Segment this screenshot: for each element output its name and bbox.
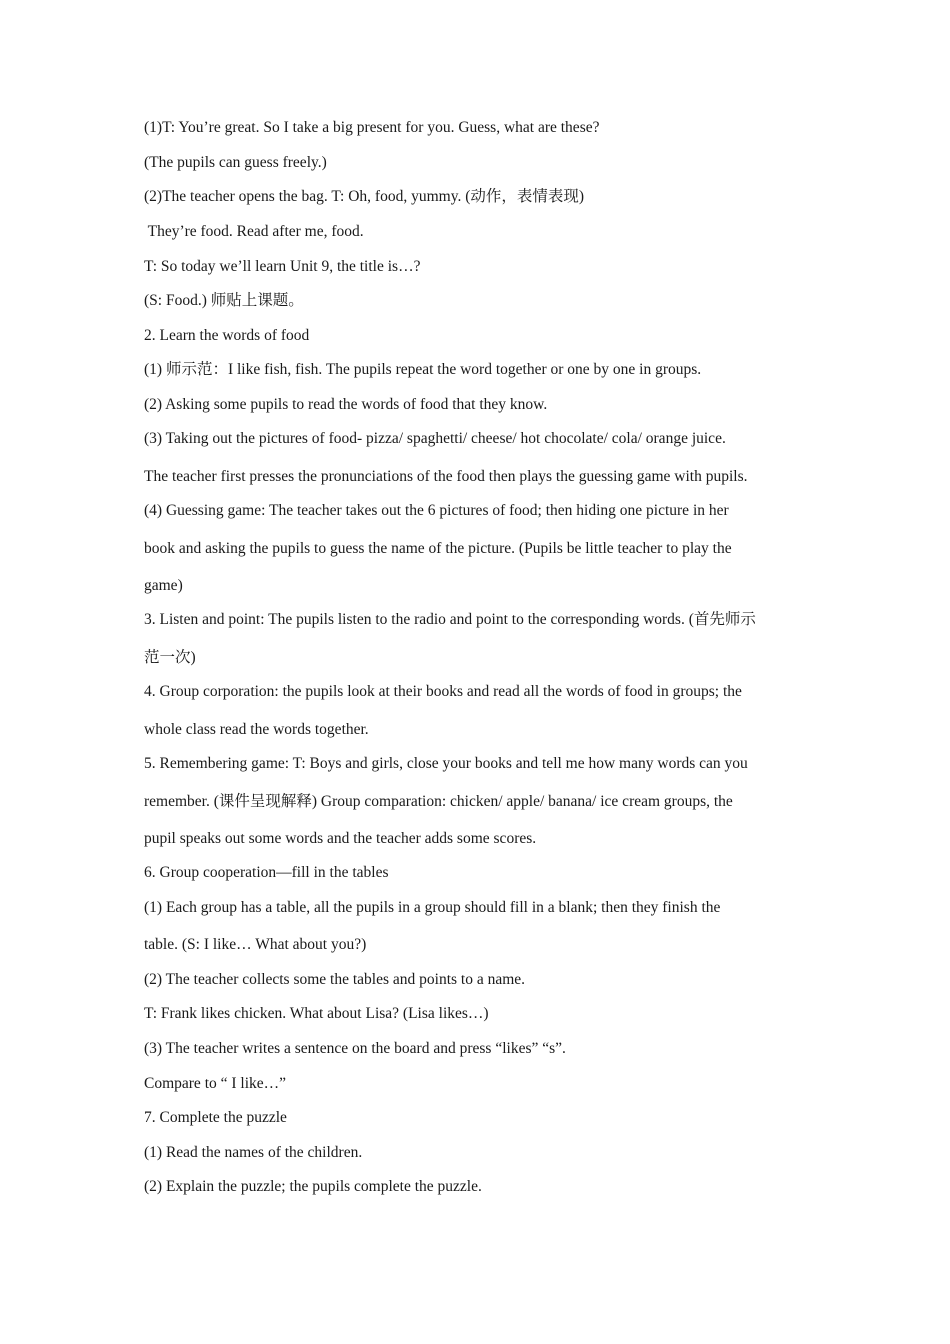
text-line: They’re food. Read after me, food. xyxy=(144,223,364,240)
section-heading: 7. Complete the puzzle xyxy=(144,1109,287,1126)
text-line: (2)The teacher opens the bag. T: Oh, food, yummy. (动作，表情表现) xyxy=(144,188,585,205)
section-heading: 6. Group cooperation—fill in the tables xyxy=(144,864,389,881)
section-heading: 3. Listen and point: The pupils listen to the radio and point to the corresponding words. (首先师示 xyxy=(144,611,756,628)
text-line: pupil speaks out some words and the teacher adds some scores. xyxy=(144,830,537,847)
text-line: Compare to “ I like…” xyxy=(144,1075,287,1092)
text-line: 范一次) xyxy=(144,649,196,666)
text-line: T: Frank likes chicken. What about Lisa? (Lisa likes…) xyxy=(144,1005,489,1022)
text-line: (3) The teacher writes a sentence on the board and press “likes” “s”. xyxy=(144,1040,566,1057)
text-line: game) xyxy=(144,577,183,594)
text-line: T: So today we’ll learn Unit 9, the title is…? xyxy=(144,258,421,275)
text-line: (1)T: You’re great. So I take a big present for you. Guess, what are these? xyxy=(144,119,600,136)
text-line: (The pupils can guess freely.) xyxy=(144,154,327,171)
text-line: (1) 师示范：I like fish, fish. The pupils repeat the word together or one by one in groups. xyxy=(144,361,702,378)
text-line: (1) Each group has a table, all the pupils in a group should fill in a blank; then they finish the xyxy=(144,899,721,916)
text-line: remember. (课件呈现解释) Group comparation: chicken/ apple/ banana/ ice cream groups, the xyxy=(144,793,733,810)
text-line: whole class read the words together. xyxy=(144,721,369,738)
text-line: (1) Read the names of the children. xyxy=(144,1144,363,1161)
text-line: book and asking the pupils to guess the name of the picture. (Pupils be little teacher to play the xyxy=(144,540,732,557)
text-line: (3) Taking out the pictures of food- pizza/ spaghetti/ cheese/ hot chocolate/ cola/ orange juice. xyxy=(144,430,726,447)
text-line: (2) Explain the puzzle; the pupils complete the puzzle. xyxy=(144,1178,482,1195)
text-line: (2) The teacher collects some the tables and points to a name. xyxy=(144,971,526,988)
text-line: (2) Asking some pupils to read the words of food that they know. xyxy=(144,396,548,413)
text-line: (S: Food.) 师贴上课题。 xyxy=(144,292,304,309)
text-line: (4) Guessing game: The teacher takes out the 6 pictures of food; then hiding one picture in her xyxy=(144,502,729,519)
section-heading: 4. Group corporation: the pupils look at their books and read all the words of food in groups; the xyxy=(144,683,742,700)
section-heading: 2. Learn the words of food xyxy=(144,327,310,344)
section-heading: 5. Remembering game: T: Boys and girls, close your books and tell me how many words can you xyxy=(144,755,748,772)
text-line: The teacher first presses the pronunciations of the food then plays the guessing game with pupils. xyxy=(144,468,748,485)
text-line: table. (S: I like… What about you?) xyxy=(144,936,367,953)
